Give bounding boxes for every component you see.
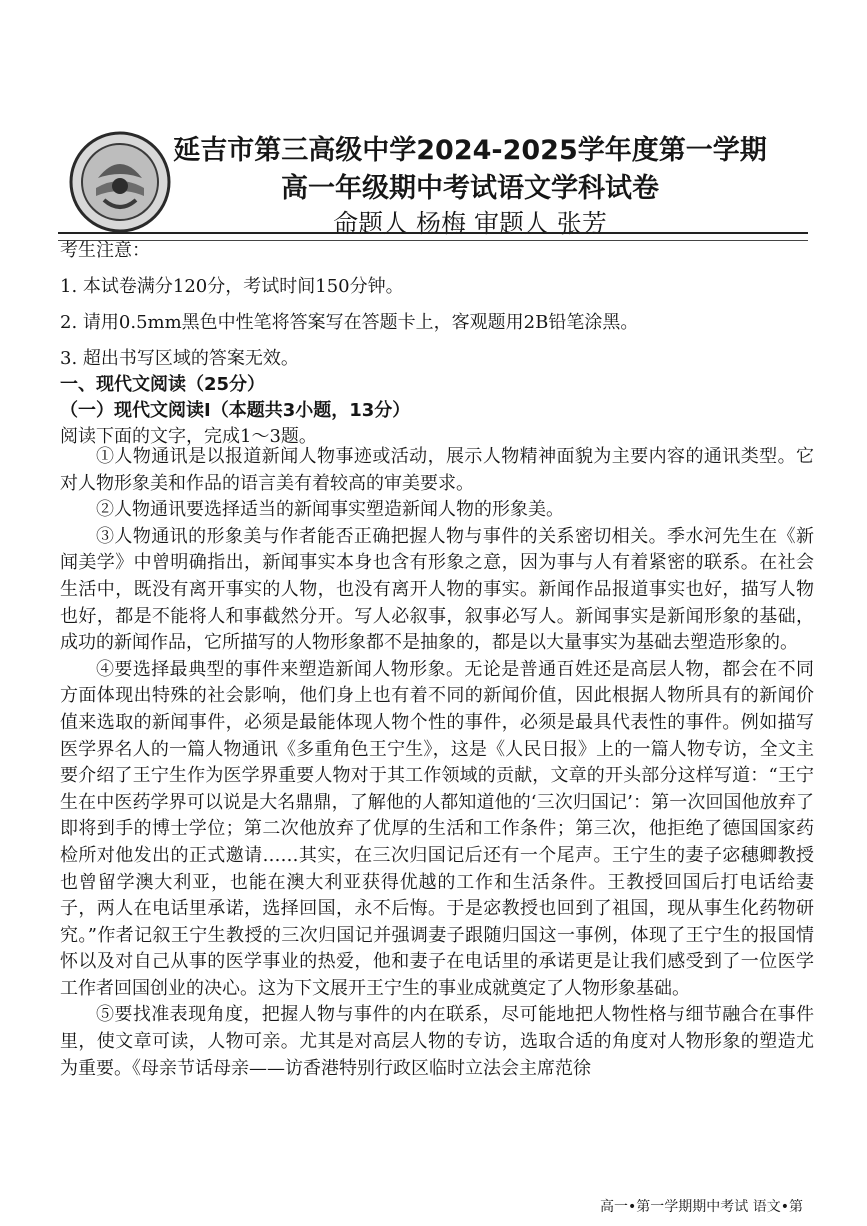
passage-paragraph: ⑤要找准表现角度，把握人物与事件的内在联系，尽可能地把人物性格与细节融合在事件里，使文章可读，人物可亲。尤其是对高层人物的专访，选取合适的角度对人物形象的塑造尤为重要。《母亲节话母亲——访香港特别行政区临时立法会主席范徐 <box>60 1004 814 1079</box>
passage-paragraph: ③人物通讯的形象美与作者能否正确把握人物与事件的关系密切相关。季水河先生在《新闻美学》中曾明确指出，新闻事实本身也含有形象之意，因为事与人有着紧密的联系。在社会生活中，既没有离开事实的人物，也没有离开人物的事实。新闻作品报道事实也好，描写人物也好，都是不能将人和事截然分开。写人必叙事，叙事必写人。新闻事实是新闻形象的基础，成功的新闻作品，它所描写的人物形象都不是抽象的，都是以大量事实为基础去塑造形象的。 <box>60 525 814 654</box>
notice-item: 3. 超出书写区域的答案无效。 <box>60 348 299 369</box>
exam-authors: 命题人 杨梅 审题人 张芳 <box>333 209 607 238</box>
passage-paragraph: ④要选择最典型的事件来塑造新闻人物形象。无论是普通百姓还是高层人物，都会在不同方面体现出特殊的社会影响，他们身上也有着不同的新闻价值，因此根据人物所具有的新闻价值来选取的新闻事件，必须是最能体现人物个性的事件，必须是最具代表性的事件。例如描写医学界名人的一篇人物通讯《多重角色王宁生》，这是《人民日报》上的一篇人物专访，全文主要介绍了王宁生作为医学界重要人物对于其工作领域的贡献，文章的开头部分这样写道：“王宁生在中医药学界可以说是大名鼎鼎，了解他的人都知道他的‘三次归国记’：第一次回国他放弃了即将到手的博士学位；第二次他放弃了优厚的生活和工作条件；第三次，他拒绝了德国国家药检所对他发出的正式邀请……其实，在三次归国记后还有一个尾声。王宁生的妻子宓穗卿教授也曾留学澳大利亚，也能在澳大利亚获得优越的工作和生活条件。王教授回国后打电话给妻子，两人在电话里承诺，选择回国，永不后悔。于是宓教授也回到了祖国，现从事生化药物研究。”作者记叙王宁生教授的三次归国记并强调妻子跟随归国这一事例，体现了王宁生的报国情怀以及对自己从事的医学事业的热爱，他和妻子在电话里的承诺更是让我们感受到了一位医学工作者回国创业的决心。这为下文展开王宁生的事业成就奠定了人物形象基础。 <box>60 658 814 999</box>
notice-item: 2. 请用0.5mm黑色中性笔将答案写在答题卡上，客观题用2B铅笔涂黑。 <box>60 312 639 333</box>
reading-passage <box>60 444 814 1082</box>
page-footer: 高一•第一学期期中考试 语文•第 <box>600 1199 803 1215</box>
exam-title-line2: 高一年级期中考试语文学科试卷 <box>281 173 659 204</box>
subsection-heading: （一）现代文阅读Ⅰ（本题共3小题，13分） <box>60 400 411 421</box>
exam-title-line1: 延吉市第三高级中学2024-2025学年度第一学期 <box>173 135 767 166</box>
passage-paragraph: ②人物通讯要选择适当的新闻事实塑造新闻人物的形象美。 <box>96 499 564 521</box>
candidate-notice <box>60 238 820 372</box>
section-heading: 一、现代文阅读（25分） <box>60 374 266 395</box>
notice-item: 1. 本试卷满分120分，考试时间150分钟。 <box>60 276 404 297</box>
reading-instruction: 阅读下面的文字，完成1～3题。 <box>60 426 317 447</box>
notice-heading: 考生注意： <box>60 240 150 261</box>
school-seal <box>68 130 172 234</box>
passage-paragraph: ①人物通讯是以报道新闻人物事迹或活动，展示人物精神面貌为主要内容的通讯类型。它对人物形象美和作品的语言美有着较高的审美要求。 <box>60 446 814 494</box>
